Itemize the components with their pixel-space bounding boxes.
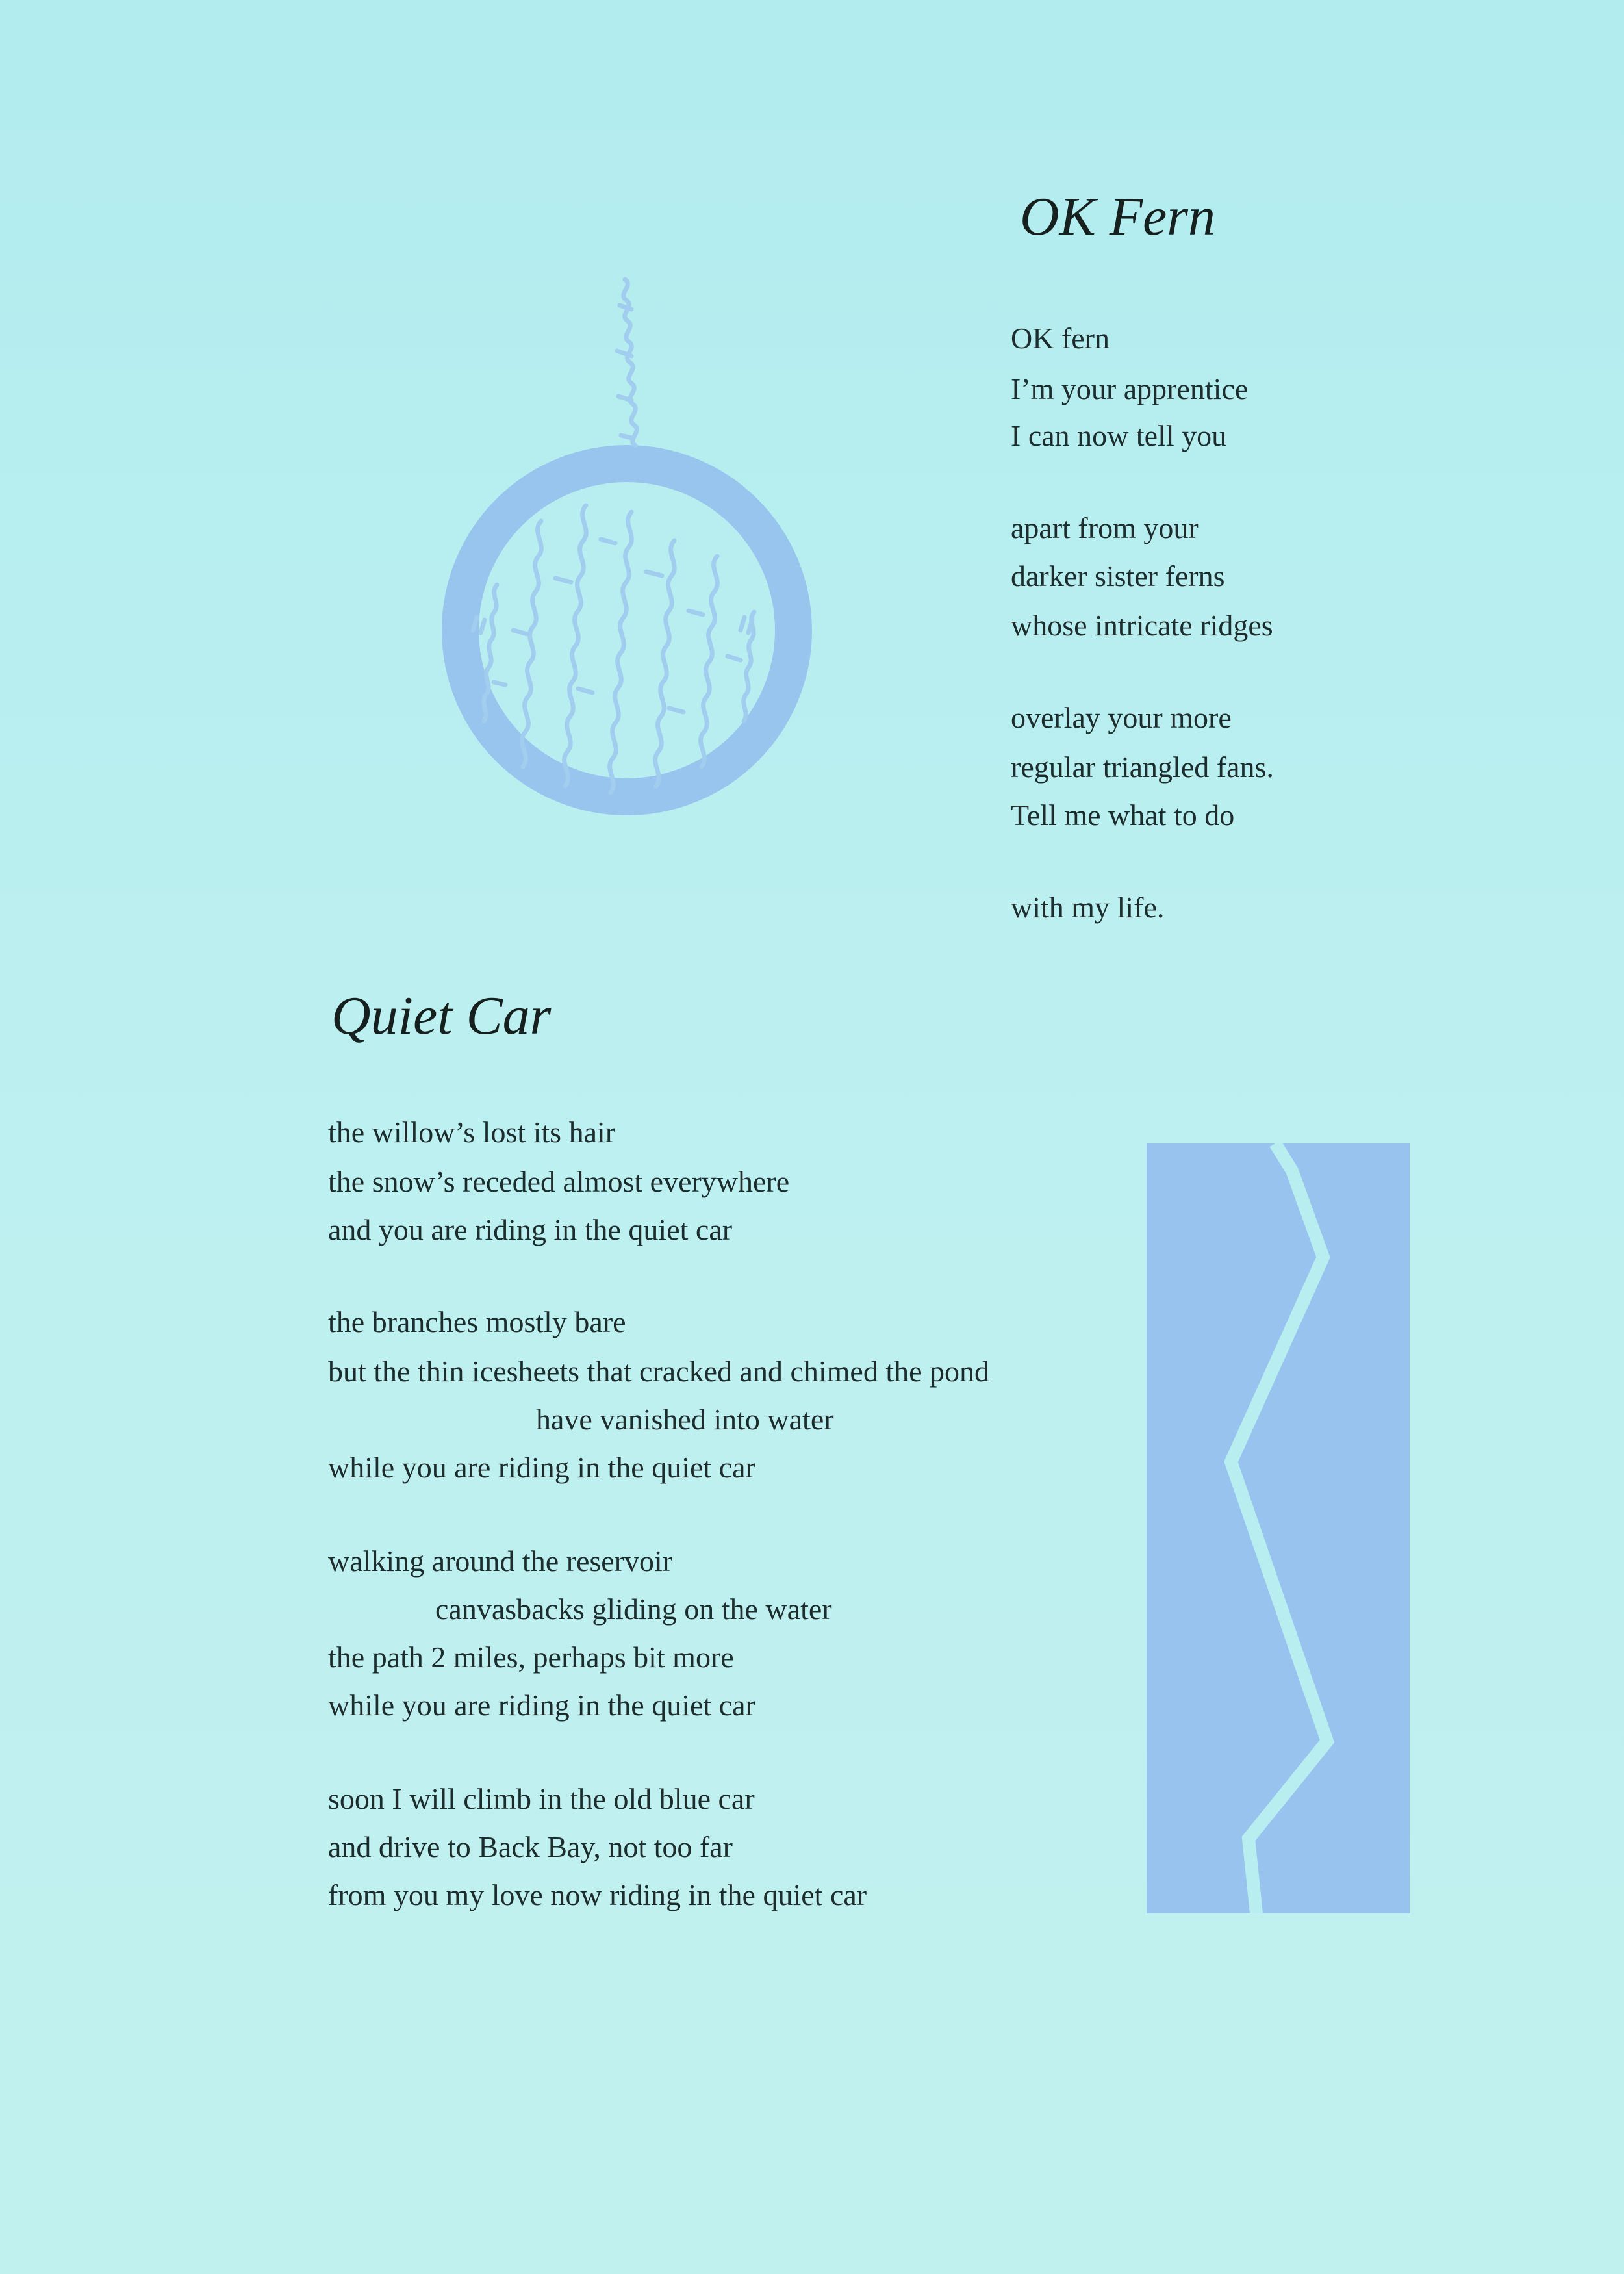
poem-line: I can now tell you <box>1011 419 1227 452</box>
poem-line: the snow’s receded almost everywhere <box>328 1165 790 1198</box>
poem-line: Tell me what to do <box>1011 798 1235 832</box>
calligraphic-circle-print <box>416 266 870 851</box>
poem-line: apart from your <box>1011 511 1199 544</box>
poem-line: but the thin icesheets that cracked and chimed the pond <box>328 1355 990 1388</box>
poem-line: regular triangled fans. <box>1011 750 1274 784</box>
poem-line: overlay your more <box>1011 701 1232 734</box>
poem-line: the willow’s lost its hair <box>328 1116 616 1149</box>
poem-line: from you my love now riding in the quiet car <box>328 1878 867 1911</box>
poem-line: and drive to Back Bay, not too far <box>328 1830 733 1863</box>
poem-line: whose intricate ridges <box>1011 609 1273 642</box>
poem-title-ok-fern: OK Fern <box>1020 186 1215 247</box>
ring-shape <box>442 445 812 815</box>
poem-line: the branches mostly bare <box>328 1305 626 1338</box>
poem-line: with my life. <box>1011 891 1165 924</box>
poem-line: walking around the reservoir <box>328 1544 673 1578</box>
poem-line: soon I will climb in the old blue car <box>328 1782 755 1815</box>
poem-line: while you are riding in the quiet car <box>328 1689 755 1722</box>
poem-line: have vanished into water <box>536 1403 834 1436</box>
poem-line: darker sister ferns <box>1011 559 1225 593</box>
poem-line: while you are riding in the quiet car <box>328 1451 755 1484</box>
poem-line: canvasbacks gliding on the water <box>435 1592 832 1626</box>
poem-line: the path 2 miles, perhaps bit more <box>328 1641 734 1674</box>
poem-line: and you are riding in the quiet car <box>328 1213 733 1246</box>
zigzag-river-print <box>1147 1143 1410 1913</box>
poem-title-quiet-car: Quiet Car <box>331 986 552 1046</box>
poem-line: I’m your apprentice <box>1011 372 1249 405</box>
poem-line: OK fern <box>1011 322 1110 355</box>
